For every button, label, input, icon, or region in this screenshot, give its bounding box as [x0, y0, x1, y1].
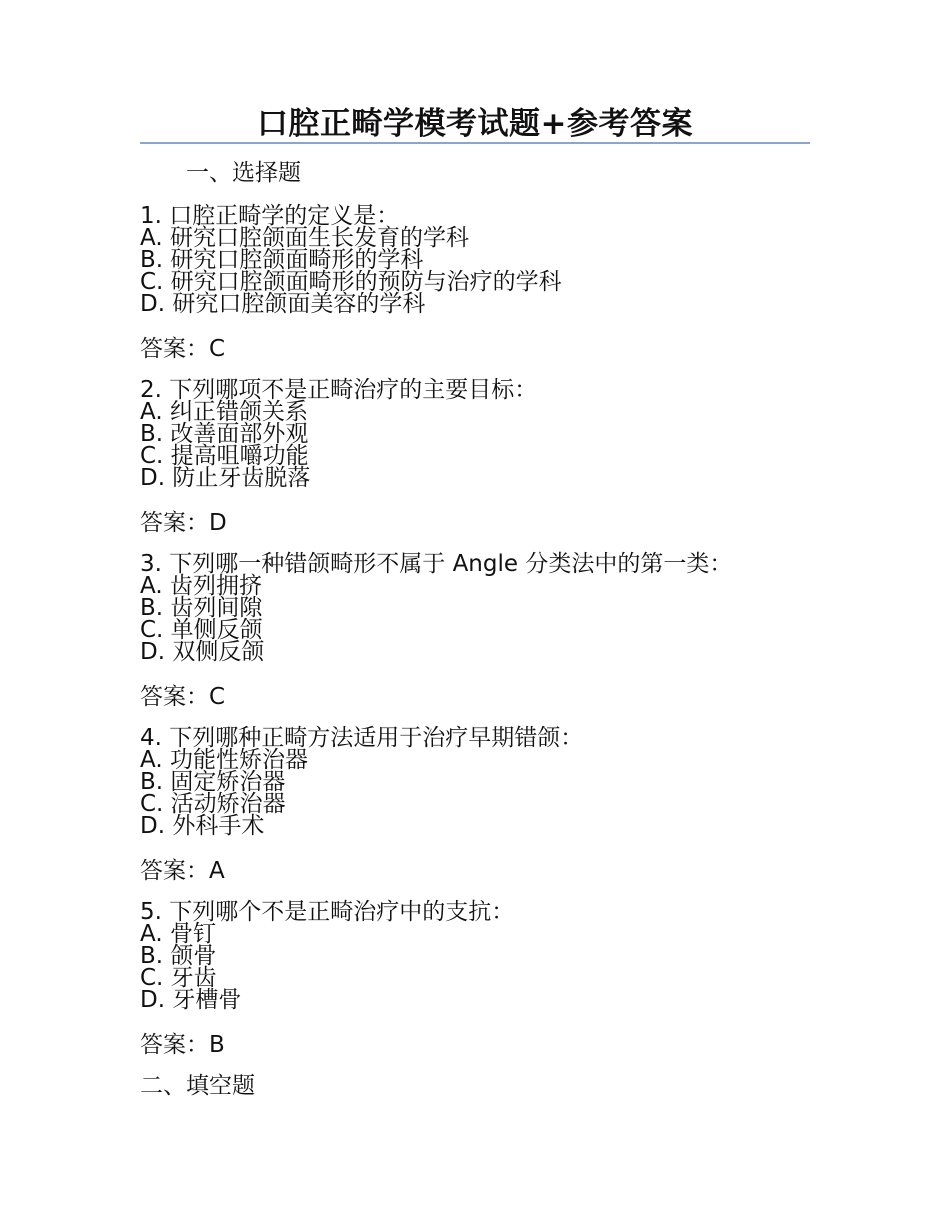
question-stem: 1. 口腔正畸学的定义是： — [140, 203, 400, 229]
option-b: B. 颌骨 — [140, 943, 217, 969]
question-stem: 5. 下列哪个不是正畸治疗中的支抗： — [140, 899, 515, 925]
answer-line: 答案：C — [140, 684, 226, 710]
option-c: C. 活动矫治器 — [140, 791, 286, 817]
option-c: C. 研究口腔颌面畸形的预防与治疗的学科 — [140, 269, 562, 295]
answer-line: 答案：A — [140, 858, 225, 884]
document-title: 口腔正畸学模考试题+参考答案 — [257, 106, 693, 142]
option-a: A. 骨钉 — [140, 921, 216, 947]
option-d: D. 防止牙齿脱落 — [140, 465, 311, 491]
section-heading-multiple-choice: 一、选择题 — [186, 160, 301, 186]
title-block — [140, 104, 810, 144]
question-4 — [140, 727, 820, 901]
option-b: B. 固定矫治器 — [140, 769, 286, 795]
question-5 — [140, 901, 820, 1075]
question-stem: 3. 下列哪一种错颌畸形不属于 Angle 分类法中的第一类： — [140, 551, 733, 577]
option-c: C. 单侧反颌 — [140, 617, 263, 643]
answer-line: 答案：B — [140, 1032, 225, 1058]
question-1 — [140, 205, 820, 379]
option-b: B. 改善面部外观 — [140, 421, 309, 447]
option-d: D. 研究口腔颌面美容的学科 — [140, 291, 426, 317]
option-b: B. 研究口腔颌面畸形的学科 — [140, 247, 424, 273]
section-heading-fill-in: 二、填空题 — [140, 1073, 255, 1099]
option-a: A. 纠正错颌关系 — [140, 399, 308, 425]
answer-line: 答案：C — [140, 336, 226, 362]
option-c: C. 牙齿 — [140, 965, 217, 991]
option-d: D. 牙槽骨 — [140, 987, 242, 1013]
option-a: A. 研究口腔颌面生长发育的学科 — [140, 225, 469, 251]
answer-line: 答案：D — [140, 510, 227, 536]
question-stem: 2. 下列哪项不是正畸治疗的主要目标： — [140, 377, 538, 403]
option-d: D. 双侧反颌 — [140, 639, 265, 665]
question-2 — [140, 379, 820, 553]
option-a: A. 齿列拥挤 — [140, 573, 262, 599]
option-d: D. 外科手术 — [140, 813, 265, 839]
option-b: B. 齿列间隙 — [140, 595, 263, 621]
option-c: C. 提高咀嚼功能 — [140, 443, 309, 469]
question-stem: 4. 下列哪种正畸方法适用于治疗早期错颌： — [140, 725, 584, 751]
option-a: A. 功能性矫治器 — [140, 747, 308, 773]
question-3 — [140, 553, 820, 727]
question-list — [140, 205, 820, 1075]
